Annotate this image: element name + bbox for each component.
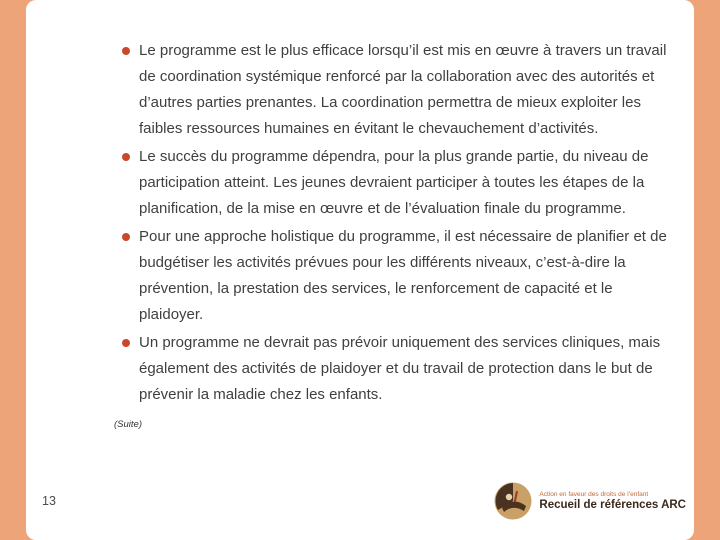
arc-logo-title: Recueil de références ARC: [539, 499, 686, 511]
page-number: 13: [42, 494, 56, 508]
bullet-item: [122, 330, 674, 408]
bullet-item: [122, 38, 674, 142]
arc-logo-tagline: Action en faveur des droits de l’enfant: [539, 491, 649, 498]
arc-logo-text: [539, 491, 686, 511]
bullet-text: Le programme est le plus efficace lorsqu’il est mis en œuvre à travers un travail de coordination systémique renforcé par la collaboration avec des autorités et d’autres parties prenantes. La coordination permettra de mieux exploiter les faibles ressources humaines en évitant le chevauchement d’activités.: [139, 42, 667, 137]
bullet-icon: [122, 47, 130, 55]
bullet-list: [114, 38, 674, 438]
bullet-item: [122, 224, 674, 328]
bullet-item: [122, 144, 674, 222]
suite-note: (Suite): [114, 419, 142, 430]
content-panel: [26, 0, 694, 540]
bullet-icon: [122, 339, 130, 347]
bullet-icon: [122, 153, 130, 161]
arc-logo: [494, 482, 686, 520]
bullet-text: Pour une approche holistique du programme, il est nécessaire de planifier et de budgétiser les activités prévues pour les différents niveaux, c’est-à-dire la prévention, la prestation des services, le renforcement de capacité et le plaidoyer.: [139, 228, 667, 323]
bullet-icon: [122, 233, 130, 241]
bullet-text: Le succès du programme dépendra, pour la plus grande partie, du niveau de participation atteint. Les jeunes devraient participer à toutes les étapes de la planification, de la mise en œuvre et de l’évaluation finale du programme.: [139, 148, 649, 217]
arc-logo-icon: [494, 482, 532, 520]
bullet-text: Un programme ne devrait pas prévoir uniquement des services cliniques, mais également des activités de plaidoyer et du travail de protection dans le but de prévenir la maladie chez les enfants.: [139, 334, 661, 403]
